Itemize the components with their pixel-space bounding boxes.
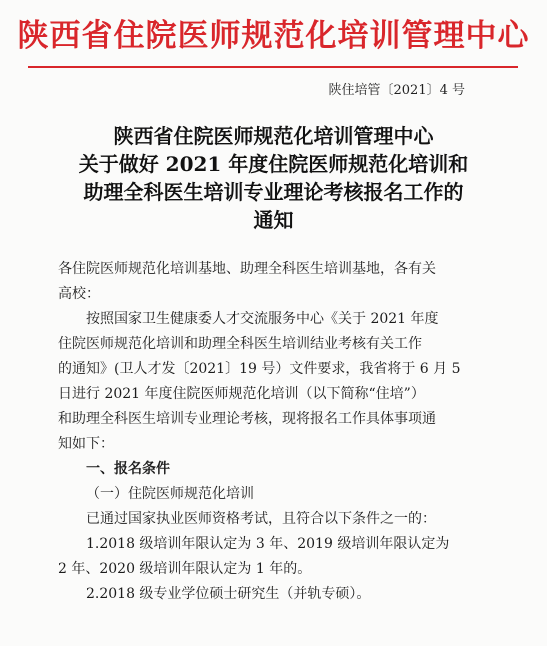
document-title <box>0 122 547 234</box>
intro-line: 按照国家卫生健康委人才交流服务中心《关于 2021 年度 <box>86 311 439 327</box>
title-line: 通知 <box>253 208 294 232</box>
intro-line: 和助理全科医生培训专业理论考核，现将报名工作具体事项通 <box>58 411 436 427</box>
intro-line: 知如下： <box>58 436 114 452</box>
list-item-line: 2 年、2020 级培训年限认定为 1 年的。 <box>58 561 312 577</box>
document-body <box>58 257 498 607</box>
intro-line: 住院医师规范化培训和助理全科医生培训结业考核有关工作 <box>58 336 422 352</box>
org-letterhead-title: 陕西省住院医师规范化培训管理中心 <box>17 18 530 54</box>
section-heading: 一、报名条件 <box>86 461 170 477</box>
recipients-line: 高校： <box>58 286 100 302</box>
title-line: 陕西省住院医师规范化培训管理中心 <box>113 124 434 148</box>
subsection-heading: （一）住院医师规范化培训 <box>86 486 254 502</box>
list-item-line: 1.2018 级培训年限认定为 3 年、2019 级培训年限认定为 <box>86 536 450 552</box>
intro-line: 日进行 2021 年度住院医师规范化培训（以下简称“住培”） <box>58 386 425 402</box>
letterhead-divider <box>28 66 518 68</box>
title-line: 关于做好 2021 年度住院医师规范化培训和 <box>78 152 469 176</box>
recipients-line: 各住院医师规范化培训基地、助理全科医生培训基地，各有关 <box>58 261 436 277</box>
subsection-intro: 已通过国家执业医师资格考试，且符合以下条件之一的： <box>86 511 436 527</box>
title-line: 助理全科医生培训专业理论考核报名工作的 <box>83 180 464 204</box>
list-item-line: 2.2018 级专业学位硕士研究生（并轨专硕）。 <box>86 586 371 602</box>
intro-line: 的通知》(卫人才发〔2021〕19 号）文件要求，我省将于 6 月 5 <box>58 361 461 377</box>
document-number: 陕住培管〔2021〕4 号 <box>328 83 465 98</box>
